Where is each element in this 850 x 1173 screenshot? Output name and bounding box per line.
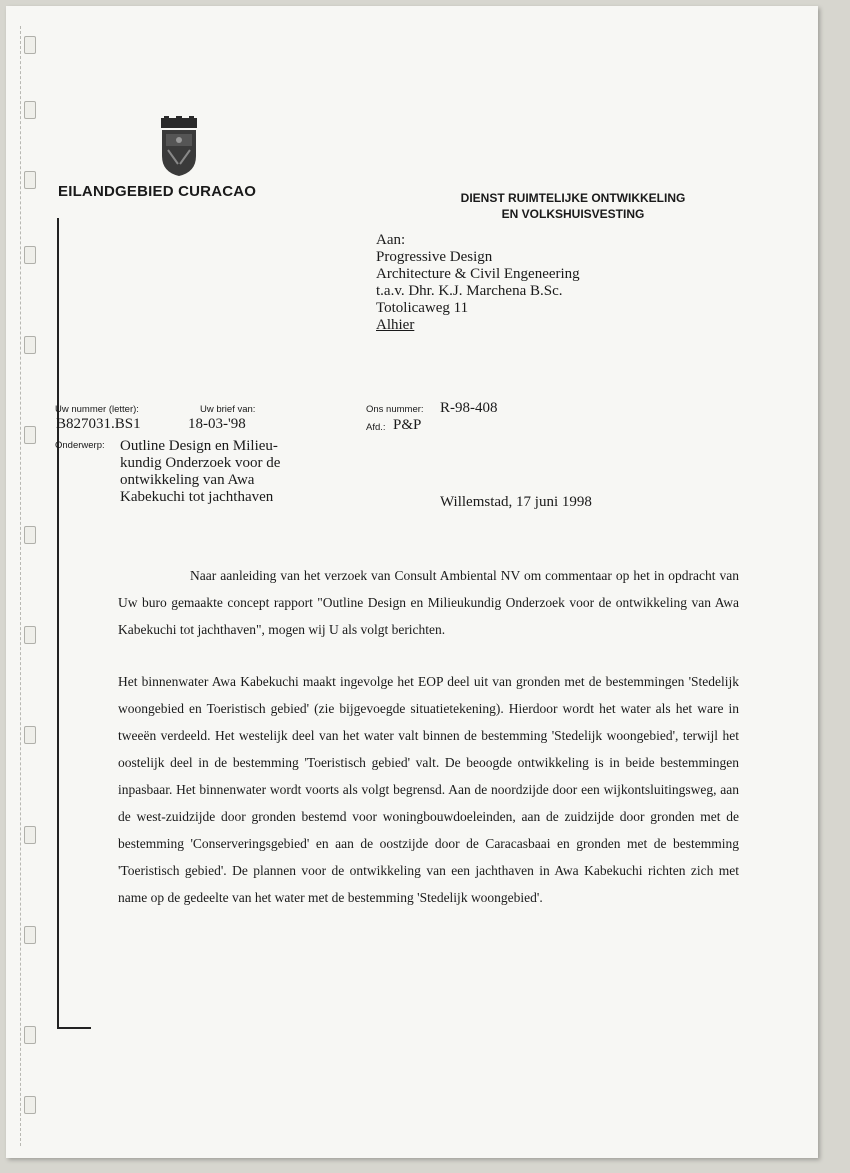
coat-of-arms-icon [158,116,200,178]
margin-rule-tick [57,1027,91,1029]
recipient-line: Progressive Design [376,249,493,265]
binding-hole [24,626,36,644]
subject-line: Outline Design en Milieu- [120,438,278,454]
binding-hole [24,1026,36,1044]
recipient-aan: Aan: [376,232,406,248]
margin-rule [57,218,59,1028]
binding-hole [24,336,36,354]
binding-hole [24,246,36,264]
subject-line: Kabekuchi tot jachthaven [120,489,274,505]
subject-line: ontwikkeling van Awa [120,472,255,488]
recipient-line: Totolicaweg 11 [376,300,469,316]
issuer-name: EILANDGEBIED CURACAO [58,183,257,200]
letter-body [118,562,739,936]
ons-nummer-label: Ons nummer: [366,404,424,415]
recipient-line: Architecture & Civil Engeneering [376,266,580,282]
afd-label: Afd.: [366,422,386,433]
uw-brief-label: Uw brief van: [200,404,256,415]
binding-hole [24,101,36,119]
department-name [418,190,728,222]
binding-hole [24,926,36,944]
letter-date: Willemstad, 17 juni 1998 [440,494,592,510]
body-paragraph: Het binnenwater Awa Kabekuchi maakt ingevolge het EOP deel uit van gronden met de bestemmingen 'Stedelijk woongebied en Toeristisch gebied' (zie bijgevoegde situatietekening). Hierdoor wordt het water als het ware in tweeën verdeeld. Het westelijk deel van het water valt binnen de bestemming 'Stedelijk woongebied', terwijl het oostelijk deel in de bestemming 'Toeristisch gebied' valt. De beoogde ontwikkeling is in beide bestemmingen inpasbaar. Het binnenwater wordt voorts als volgt begrensd. Aan de noordzijde door een wijkontsluitingsweg, aan de west-zuidzijde door gronden bestemd voor woningbouwdoeleinden, aan de zuidzijde door gronden met de bestemming 'Conserveringsgebied' en aan de oostzijde door de Caracasbaai en gronden met de bestemming 'Toeristisch gebied'. De plannen voor de ontwikkeling van een jachthaven in Awa Kabekuchi richten zich met name op de gedeelte van het water met de bestemming 'Stedelijk woongebied'. [118,674,739,905]
recipient-location: Alhier [376,317,415,333]
ons-nummer-value: R-98-408 [440,400,498,416]
uw-brief-value: 18-03-'98 [188,416,246,432]
subject-block [120,438,280,506]
binding-hole [24,826,36,844]
body-paragraph: Naar aanleiding van het verzoek van Consult Ambiental NV om commentaar op het in opdracht van Uw buro gemaakte concept rapport "Outline Design en Milieukundig Onderzoek voor de ontwikkeling van Awa Kabekuchi tot jachthaven", mogen wij U als volgt berichten. [118,568,739,637]
binding-hole [24,1096,36,1114]
department-line: DIENST RUIMTELIJKE ONTWIKKELING [460,191,686,205]
subject-line: kundig Onderzoek voor de [120,455,281,471]
recipient-address [376,232,580,334]
binding-hole [24,171,36,189]
binding-hole [24,726,36,744]
onderwerp-label: Onderwerp: [55,440,105,451]
binding-hole [24,526,36,544]
department-line: EN VOLKSHUISVESTING [501,207,645,221]
binding-margin [20,26,35,1146]
uw-nummer-label: Uw nummer (letter): [55,404,139,415]
binding-hole [24,426,36,444]
binding-hole [24,36,36,54]
afd-value: P&P [393,417,422,433]
recipient-line: t.a.v. Dhr. K.J. Marchena B.Sc. [376,283,563,299]
uw-nummer-value: B827031.BS1 [56,416,141,432]
